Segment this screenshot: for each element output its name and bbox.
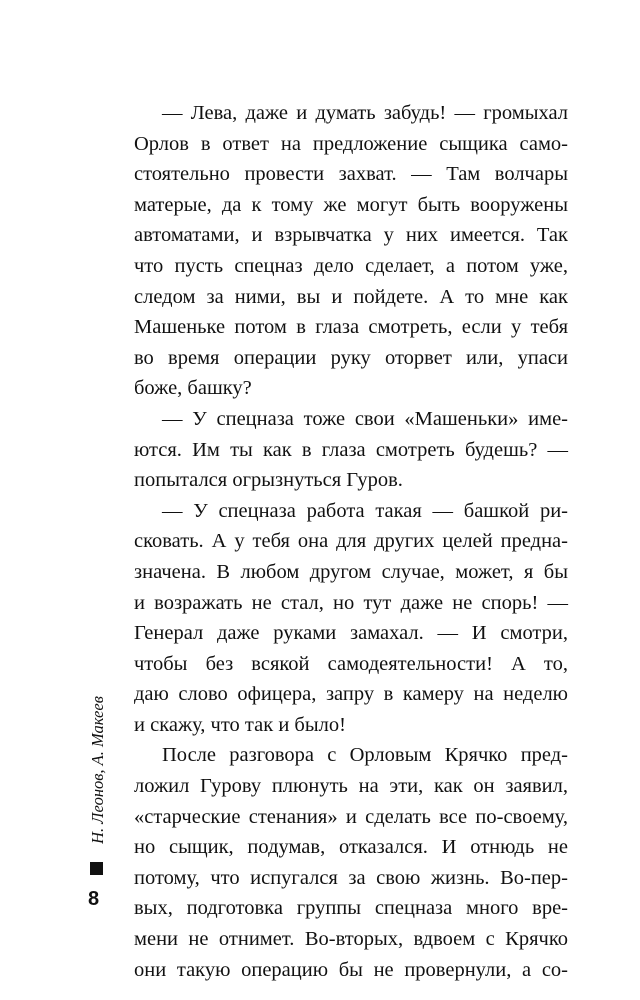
running-head-text: Н. Леонов, А. Макеев: [88, 696, 107, 844]
text-line: даю слово офицера, запру в камеру на неделю: [134, 683, 568, 706]
body-text: [134, 98, 568, 985]
text-line: автоматами, и взрывчатка у них имеется. Так: [134, 224, 568, 247]
text-line: вых, подготовка группы спецназа много вре-: [134, 897, 568, 920]
text-line: значена. В любом другом случае, может, я бы: [134, 560, 568, 583]
text-line: боже, башку?: [134, 377, 252, 400]
text-line: ются. Им ты как в глаза смотреть будешь? —: [134, 438, 568, 461]
page-number: 8: [88, 888, 100, 910]
text-line: во время операции руку оторвет или, упаси: [134, 346, 568, 369]
text-line: матерые, да к тому же могут быть вооружены: [134, 193, 568, 216]
text-line: попытался огрызнуться Гуров.: [134, 469, 403, 492]
text-line: ложил Гурову плюнуть на эти, как он заявил,: [134, 775, 568, 798]
text-line: стоятельно провести захват. — Там волчары: [134, 163, 568, 186]
text-line: сковать. А у тебя она для других целей предна-: [134, 530, 568, 553]
text-line: следом за ними, вы и пойдете. А то мне как: [134, 285, 568, 308]
text-line: чтобы без всякой самодеятельности! А то,: [134, 652, 568, 675]
text-line: — У спецназа тоже свои «Машеньки» име-: [162, 407, 568, 430]
text-line: Машеньке потом в глаза смотреть, если у тебя: [134, 316, 568, 339]
text-line: что пусть спецназ дело сделает, а потом уже,: [134, 254, 568, 277]
text-line: «старческие стенания» и сделать все по-своему,: [134, 805, 568, 828]
text-line: и скажу, что так и было!: [134, 713, 346, 736]
text-line: но сыщик, подумав, отказался. И отнюдь не: [134, 836, 568, 859]
text-line: мени не отнимет. Во-вторых, вдвоем с Крячко: [134, 928, 568, 951]
text-line: Орлов в ответ на предложение сыщика само-: [134, 132, 568, 155]
text-line: — У спецназа работа такая — башкой ри-: [162, 499, 568, 522]
square-marker-icon: [90, 862, 103, 875]
text-line: потому, что испугался за свою жизнь. Во-пер-: [134, 866, 568, 889]
text-line: и возражать не стал, но тут даже не спорь! —: [134, 591, 568, 614]
text-line: После разговора с Орловым Крячко пред-: [162, 744, 568, 767]
text-line: — Лева, даже и думать забудь! — громыхал: [162, 102, 568, 124]
text-line: Генерал даже руками замахал. — И смотри,: [134, 622, 568, 645]
running-head: [88, 690, 108, 850]
text-line: они такую операцию бы не провернули, а со-: [134, 958, 568, 981]
